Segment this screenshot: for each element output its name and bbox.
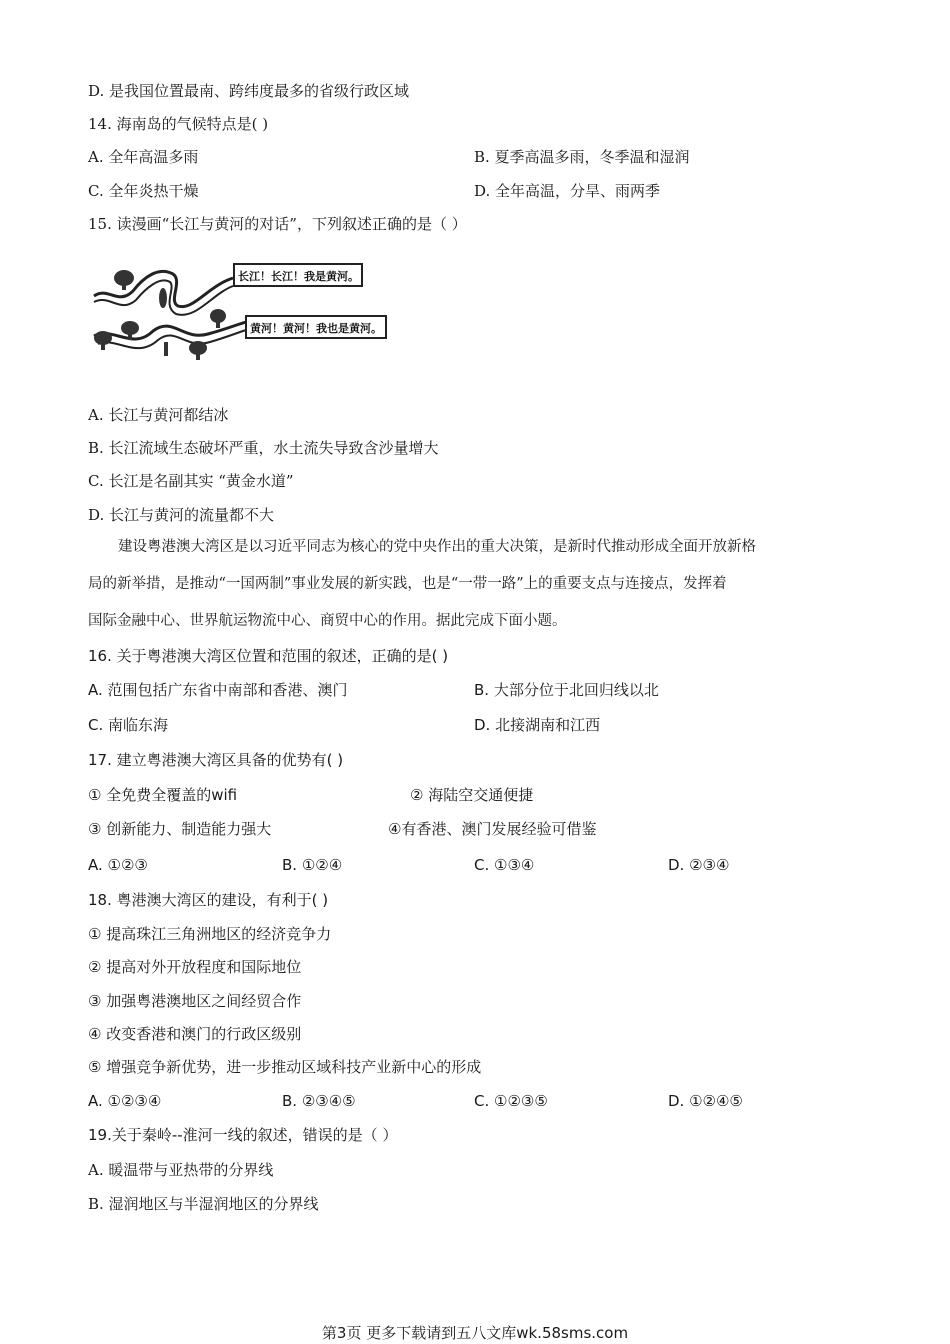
q15-option-a: A. 长江与黄河都结冰: [88, 406, 229, 424]
passage-line-1: 建设粤港澳大湾区是以习近平同志为核心的党中央作出的重大决策，是新时代推动形成全面开放新格: [118, 539, 756, 555]
river-dialogue-cartoon: [88, 256, 398, 386]
q18-item-5: ⑤ 增强竞争新优势，进一步推动区域科技产业新中心的形成: [88, 1058, 482, 1076]
q17-item-2: ② 海陆空交通便捷: [410, 786, 534, 804]
q16-stem: 16. 关于粤港澳大湾区位置和范围的叙述，正确的是( ): [88, 647, 449, 665]
q16-option-d: D. 北接湖南和江西: [474, 716, 601, 734]
q15-option-d: D. 长江与黄河的流量都不大: [88, 506, 275, 524]
q18-item-3: ③ 加强粤港澳地区之间经贸合作: [88, 992, 302, 1010]
page-footer: 第3页 更多下载请到五八文库wk.58sms.com: [321, 1324, 629, 1342]
q18-option-a: A. ①②③④: [88, 1092, 162, 1110]
passage-line-2: 局的新举措，是推动“一国两制”事业发展的新实践，也是“一带一路”上的重要支点与连接点，发挥着: [88, 576, 727, 592]
q18-item-4: ④ 改变香港和澳门的行政区级别: [88, 1025, 302, 1043]
q18-option-c: C. ①②③⑤: [474, 1092, 548, 1110]
q14-option-d: D. 全年高温，分旱、雨两季: [474, 182, 661, 200]
q17-option-d: D. ②③④: [668, 856, 730, 874]
q18-option-d: D. ①②④⑤: [668, 1092, 743, 1110]
q14-option-a: A. 全年高温多雨: [88, 148, 199, 166]
q17-option-b: B. ①②④: [282, 856, 343, 874]
reading-passage: [88, 529, 868, 640]
q17-option-c: C. ①③④: [474, 856, 535, 874]
q14-option-b: B. 夏季高温多雨，冬季温和湿润: [474, 148, 690, 166]
q19-option-b: B. 湿润地区与半湿润地区的分界线: [88, 1195, 319, 1213]
q15-stem: 15. 读漫画“长江与黄河的对话”，下列叙述正确的是（ ）: [88, 215, 467, 233]
q17-item-4: ④有香港、澳门发展经验可借鉴: [388, 820, 597, 838]
q15-option-b: B. 长江流域生态破坏严重，水土流失导致含沙量增大: [88, 439, 439, 457]
q18-stem: 18. 粤港澳大湾区的建设，有利于( ): [88, 891, 329, 909]
q17-item-1: ① 全免费全覆盖的wifi: [88, 786, 238, 804]
q17-item-3: ③ 创新能力、制造能力强大: [88, 820, 272, 838]
q18-item-2: ② 提高对外开放程度和国际地位: [88, 958, 302, 976]
q18-item-1: ① 提高珠江三角洲地区的经济竞争力: [88, 925, 332, 943]
q14-option-c: C. 全年炎热干燥: [88, 182, 199, 200]
passage-line-3: 国际金融中心、世界航运物流中心、商贸中心的作用。据此完成下面小题。: [88, 613, 567, 629]
q18-option-b: B. ②③④⑤: [282, 1092, 356, 1110]
q16-option-b: B. 大部分位于北回归线以北: [474, 681, 659, 699]
q15-option-c: C. 长江是名副其实 “黄金水道”: [88, 472, 294, 490]
q16-option-c: C. 南临东海: [88, 716, 169, 734]
bubble-yangtze-river: 黄河！黄河！我也是黄河。: [250, 322, 382, 335]
q19-option-a: A. 暖温带与亚热带的分界线: [88, 1161, 274, 1179]
q14-stem: 14. 海南岛的气候特点是( ): [88, 115, 269, 133]
q19-stem: 19.关于秦岭--淮河一线的叙述，错误的是（ ）: [88, 1126, 398, 1144]
q13-option-d: D. 是我国位置最南、跨纬度最多的省级行政区域: [88, 82, 410, 100]
q17-stem: 17. 建立粤港澳大湾区具备的优势有( ): [88, 751, 344, 769]
q17-option-a: A. ①②③: [88, 856, 148, 874]
q16-option-a: A. 范围包括广东省中南部和香港、澳门: [88, 681, 348, 699]
bubble-yellow-river: 长江！长江！我是黄河。: [238, 270, 359, 283]
